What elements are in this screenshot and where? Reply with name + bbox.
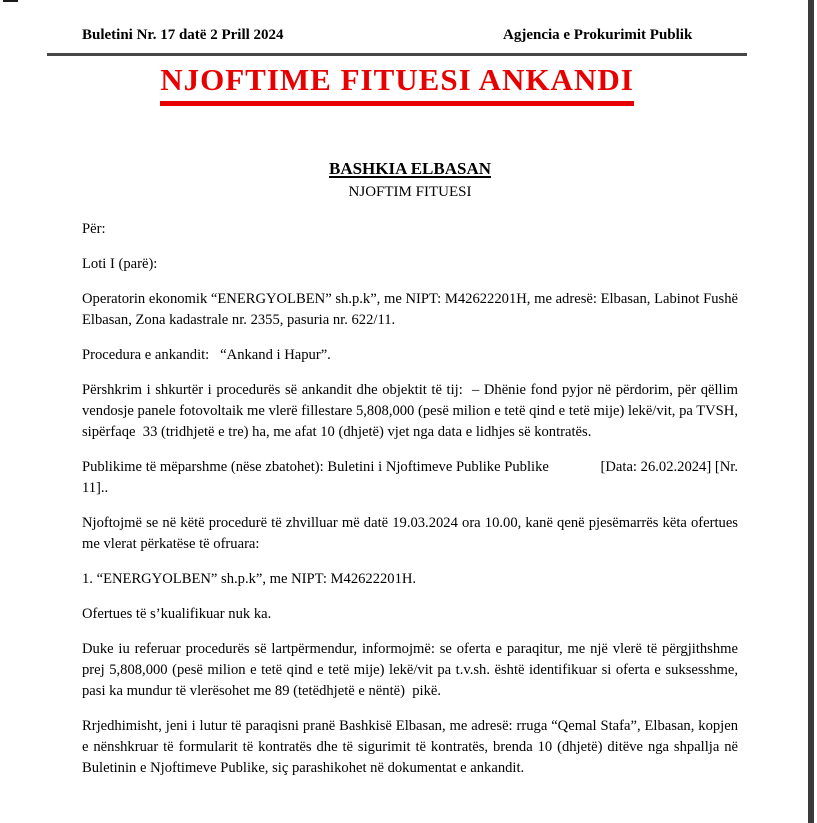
paragraph-description: Përshkrim i shkurtër i procedurës së ankandit dhe objektit të tij: – Dhënie fond pyjor në përdorim, për qëllim vendosje panele fotovoltaik me vlerë fillestare 5,808,000 (pesë milion e tetë qind e tetë mije) lekë/vit, pa TVSH, sipërfaqe 33 (tridhjetë e tre) ha, me afat 10 (dhjetë) vjet nga data e lidhjes së kontratës. [82, 382, 738, 440]
paragraph-for: Për: [82, 221, 106, 237]
section-title-row [47, 62, 747, 106]
agency-name: Agjencia e Prokurimit Publik [503, 27, 693, 43]
paragraph-disqualified: Ofertues të s’kualifikuar nuk ka. [82, 606, 272, 622]
scan-artifact-top-left [3, 0, 18, 2]
paragraph-procedure: Procedura e ankandit: “Ankand i Hapur”. [82, 347, 331, 363]
paragraph-prior-publications: Publikime të mëparshme (nëse zbatohet): Buletini i Njoftimeve Publike Publike [Data: 26.02.2024] [Nr. 11].. [82, 459, 738, 496]
bulletin-reference: Buletini Nr. 17 datë 2 Prill 2024 [82, 27, 284, 43]
section-title: NJOFTIME FITUESI ANKANDI [160, 62, 634, 106]
scan-edge-bar-right [808, 0, 814, 823]
paragraph-bidder-1: 1. “ENERGYOLBEN” sh.p.k”, me NIPT: M42622201H. [82, 571, 417, 587]
paragraph-session-info: Njoftojmë se në këtë procedurë të zhvilluar më datë 19.03.2024 ora 10.00, kanë qenë pjesëmarrës këta ofertues me vlerat përkatëse të ofruara: [82, 515, 738, 552]
paragraph-instructions: Rrjedhimisht, jeni i lutur të paraqisni pranë Bashkisë Elbasan, me adresë: rruga “Qemal Stafa”, Elbasan, kopjen e nënshkruar të formularit të kontratës dhe të sigurimit të kontratës, brenda 10 (dhjetë) ditëve nga shpallja në Buletinin e Njoftimeve Publike, siç parashikohet në dokumentat e ankandit. [82, 718, 738, 776]
contracting-authority-title: BASHKIA ELBASAN [328, 159, 492, 178]
notice-type-title: NJOFTIM FITUESI [348, 184, 472, 200]
paragraph-lot: Loti I (parë): [82, 256, 158, 272]
notice-body [82, 158, 738, 793]
paragraph-operator: Operatorin ekonomik “ENERGYOLBEN” sh.p.k”, me NIPT: M42622201H, me adresë: Elbasan, Labinot Fushë Elbasan, Zona kadastrale nr. 2355, pasuria nr. 622/11. [82, 291, 738, 328]
paragraph-winning-offer: Duke iu referuar procedurës së lartpërmendur, informojmë: se oferta e paraqitur, me një vlerë të përgjithshme prej 5,808,000 (pesë milion e tetë qind e tetë mije) lekë/vit pa t.v.sh. është identifikuar si oferta e suksesshme, pasi ka mundur të vlerësohet me 89 (tetëdhjetë e nëntë) pikë. [82, 641, 738, 699]
header-divider [47, 53, 747, 56]
